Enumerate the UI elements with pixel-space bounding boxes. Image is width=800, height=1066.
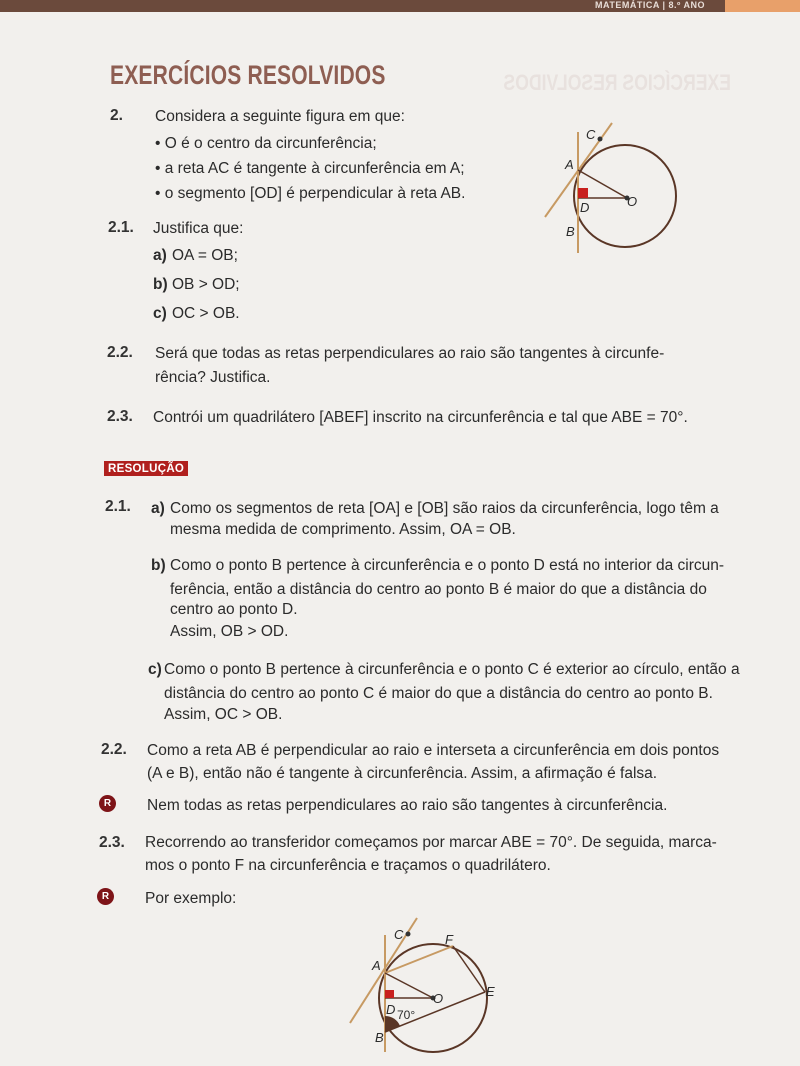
answer-marker-icon: R (97, 888, 114, 905)
r21-b-label: b) (151, 557, 166, 574)
q22-line1: Será que todas as retas perpendiculares ao raio são tangentes à circunfe- (155, 345, 665, 362)
figure2-label-f: F (445, 932, 453, 947)
q21-b-expr: OB > OD; (172, 276, 240, 293)
figure-quadrilateral (345, 915, 505, 1055)
r21-c-line1: Como o ponto B pertence à circunferência e o ponto C é exterior ao círculo, então a (164, 661, 740, 678)
r21-number: 2.1. (105, 498, 131, 515)
figure2-label-b: B (375, 1030, 384, 1045)
r21-c-label: c) (148, 661, 162, 678)
bullet-2: • a reta AC é tangente à circunferência em A; (155, 160, 465, 177)
figure1-point-c (598, 137, 603, 142)
r21-b-line2: ferência, então a distância do centro ao ponto B é maior do que a distância do (170, 581, 707, 598)
q23-text: Contrói um quadrilátero [ABEF] inscrito na circunferência e tal que ABE = 70°. (153, 409, 688, 426)
r21-b-line3: centro ao ponto D. (170, 601, 298, 618)
exercise-intro: Considera a seguinte figura em que: (155, 108, 405, 125)
r21-c-line2: distância do centro ao ponto C é maior do que a distância do centro ao ponto B. (164, 685, 713, 702)
figure1-label-a: A (565, 157, 574, 172)
figure1-label-c: C (586, 127, 596, 142)
running-head: MATEMÁTICA | 8.º ANO (595, 0, 705, 10)
r21-c-line3: Assim, OC > OB. (164, 706, 283, 723)
q23-number: 2.3. (107, 408, 133, 425)
q21-b-label: b) (153, 276, 168, 293)
figure1-right-angle (578, 188, 588, 198)
figure-circle-tangent (530, 120, 690, 255)
r23-answer: Por exemplo: (145, 890, 237, 907)
figure2-label-o: O (433, 991, 444, 1006)
q22-number: 2.2. (107, 344, 133, 361)
exercise-number: 2. (110, 107, 123, 124)
resolution-badge: RESOLUÇÃO (104, 461, 188, 476)
figure2-label-e: E (486, 984, 495, 999)
q21-number: 2.1. (108, 219, 134, 236)
q21-a-expr: OA = OB; (172, 247, 238, 264)
section-title: EXERCÍCIOS RESOLVIDOS (110, 60, 386, 90)
r21-b-line4: Assim, OB > OD. (170, 623, 289, 640)
figure1-label-d: D (580, 200, 590, 215)
q21-c-label: c) (153, 305, 167, 322)
bleed-through-text: EXERCÍCIOS RESOLVIDOS (503, 70, 731, 95)
figure2-label-a: A (372, 958, 381, 973)
bullet-3: • o segmento [OD] é perpendicular à reta AB. (155, 185, 466, 202)
r23-number: 2.3. (99, 834, 125, 851)
figure2-label-angle: 70° (397, 1008, 416, 1022)
r21-a-label: a) (151, 500, 165, 517)
r22-answer: Nem todas as retas perpendiculares ao raio são tangentes à circunferência. (147, 797, 668, 814)
figure2-point-c (406, 932, 411, 937)
figure1-label-o: O (627, 194, 638, 209)
q21-c-expr: OC > OB. (172, 305, 240, 322)
q21-a-label: a) (153, 247, 167, 264)
r21-a-line2: mesma medida de comprimento. Assim, OA = OB. (170, 521, 516, 538)
figure2-label-d: D (386, 1002, 396, 1017)
figure2-right-angle (385, 990, 394, 998)
answer-marker-icon: R (99, 795, 116, 812)
r21-a-line1: Como os segmentos de reta [OA] e [OB] são raios da circunferência, logo têm a (170, 500, 719, 517)
r22-number: 2.2. (101, 741, 127, 758)
figure2-label-c: C (394, 927, 404, 942)
r22-line1: Como a reta AB é perpendicular ao raio e interseta a circunferência em dois pontos (147, 742, 720, 759)
q21-text: Justifica que: (153, 220, 244, 237)
header-corner-tab (725, 0, 800, 12)
r21-b-line1: Como o ponto B pertence à circunferência e o ponto D está no interior da circun- (170, 557, 725, 574)
figure2-segment-fe (453, 946, 485, 992)
q22-line2: rência? Justifica. (155, 369, 271, 386)
r22-line2: (A e B), então não é tangente à circunferência. Assim, a afirmação é falsa. (147, 765, 658, 782)
r23-line2: mos o ponto F na circunferência e traçamos o quadrilátero. (145, 857, 551, 874)
bullet-1: • O é o centro da circunferência; (155, 135, 377, 152)
top-header-bar (0, 0, 800, 12)
figure1-label-b: B (566, 224, 575, 239)
r23-line1: Recorrendo ao transferidor começamos por marcar ABE = 70°. De seguida, marca- (145, 834, 717, 851)
